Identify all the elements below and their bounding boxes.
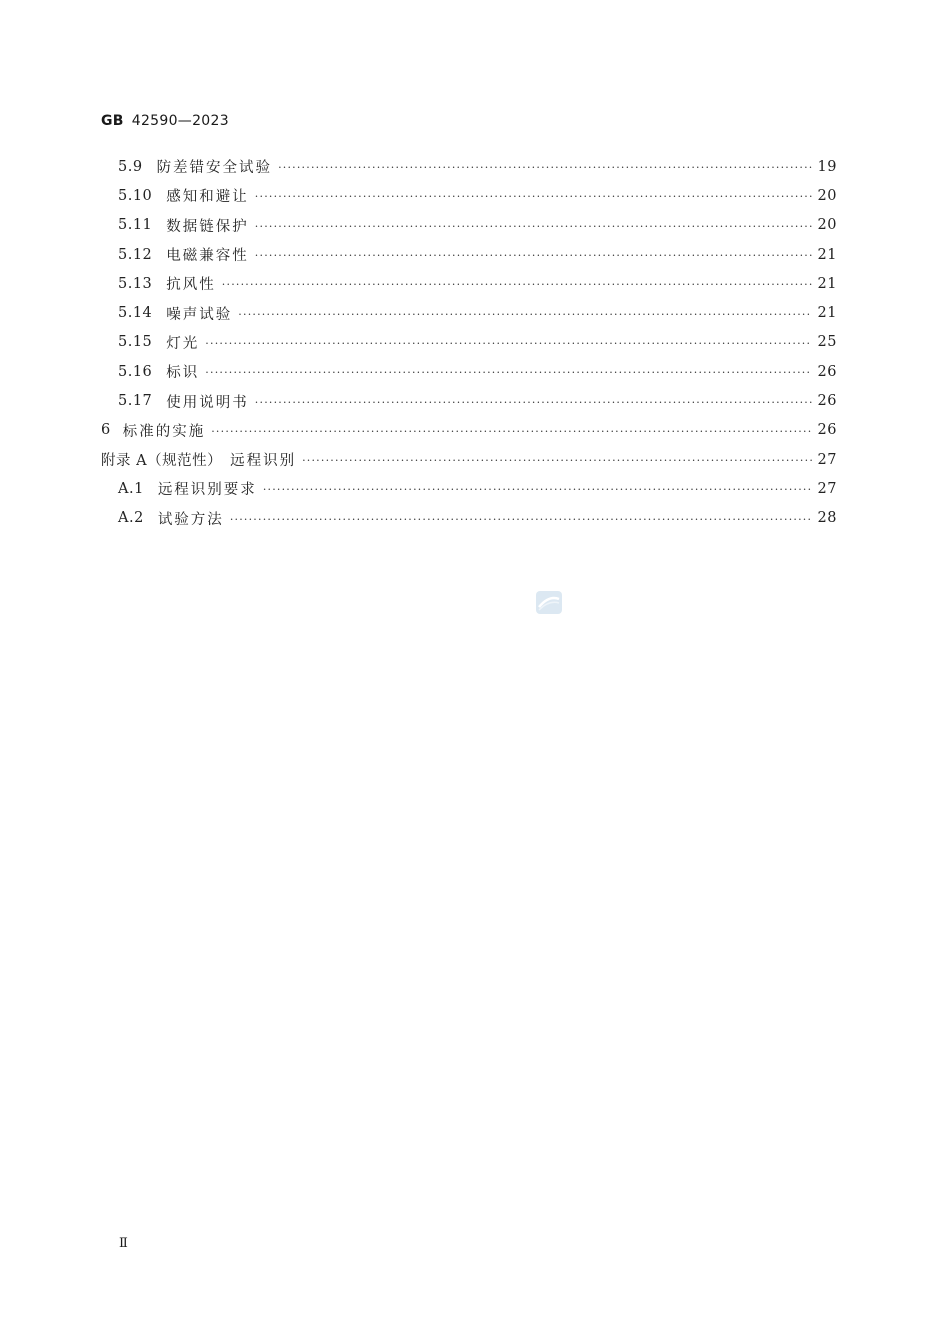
toc-entry-page: 27: [817, 480, 837, 497]
toc-entry[interactable]: [101, 298, 837, 327]
toc-appendix-label: 附录 A（规范性）: [101, 453, 223, 470]
toc-entry-number: 5.16: [118, 363, 153, 380]
toc-entry-page: 21: [817, 305, 837, 322]
toc-entry-page: 26: [817, 363, 837, 380]
toc-entry-page: 27: [817, 451, 837, 468]
toc-leader-dots: [255, 248, 812, 261]
toc-entry-page: 26: [817, 393, 837, 410]
toc-entry-title: 数据链保护: [166, 218, 249, 235]
toc-entry[interactable]: [101, 152, 837, 181]
standard-number: 42590—2023: [131, 113, 229, 129]
toc-entry[interactable]: [101, 474, 837, 503]
toc-entry[interactable]: [101, 181, 837, 210]
toc-entry-number: A.1: [118, 480, 144, 497]
toc-entry-title: 感知和避让: [166, 189, 249, 206]
toc-entry-number: 5.17: [118, 393, 153, 410]
toc-entry-title: 灯光: [166, 335, 200, 352]
toc-entry[interactable]: [101, 211, 837, 240]
toc-leader-dots: [238, 307, 811, 320]
toc-entry-title: 噪声试验: [166, 306, 233, 323]
toc-entry-number: A.2: [118, 510, 144, 527]
toc-leader-dots: [278, 160, 811, 173]
toc-appendix-entry[interactable]: [101, 445, 837, 474]
toc-entry[interactable]: [101, 328, 837, 357]
page-number: Ⅱ: [119, 1236, 128, 1251]
toc-leader-dots: [230, 512, 812, 525]
toc-entry-title: 远程识别要求: [157, 482, 257, 499]
toc-leader-dots: [205, 336, 811, 349]
toc-entry[interactable]: [101, 416, 837, 445]
toc-leader-dots: [255, 189, 812, 202]
toc-entry[interactable]: [101, 504, 837, 533]
toc-entry-title: 抗风性: [166, 277, 216, 294]
toc-leader-dots: [222, 277, 812, 290]
toc-entry-number: 5.9: [118, 158, 143, 175]
toc-leader-dots: [302, 453, 811, 466]
toc-entry-page: 28: [817, 510, 837, 527]
toc-entry[interactable]: [101, 240, 837, 269]
toc-entry-number: 5.15: [118, 334, 153, 351]
toc-entry[interactable]: [101, 269, 837, 298]
toc-entry-title: 电磁兼容性: [166, 248, 249, 265]
toc-entry-page: 21: [817, 275, 837, 292]
toc-entry-page: 20: [817, 187, 837, 204]
toc-entry[interactable]: [101, 357, 837, 386]
toc-leader-dots: [255, 395, 812, 408]
toc-entry-title: 试验方法: [157, 511, 224, 528]
table-of-contents: [101, 152, 837, 533]
toc-entry-page: 20: [817, 217, 837, 234]
toc-entry-title: 防差错安全试验: [156, 160, 273, 177]
toc-entry[interactable]: [101, 386, 837, 415]
toc-entry-page: 26: [817, 422, 837, 439]
toc-leader-dots: [255, 219, 812, 232]
toc-entry-number: 5.14: [118, 305, 153, 322]
toc-entry-page: 25: [817, 334, 837, 351]
toc-leader-dots: [263, 482, 812, 495]
toc-leader-dots: [211, 424, 811, 437]
toc-entry-number: 5.12: [118, 246, 153, 263]
sac-logo-icon: [536, 591, 562, 614]
standard-prefix: GB: [101, 113, 124, 129]
toc-entry-page: 21: [817, 246, 837, 263]
toc-entry-page: 19: [817, 158, 837, 175]
toc-entry-title: 标识: [166, 365, 200, 382]
toc-entry-number: 5.11: [118, 217, 153, 234]
toc-entry-title: 标准的实施: [122, 423, 206, 440]
toc-entry-title: 使用说明书: [166, 394, 249, 411]
toc-entry-title: 远程识别: [230, 453, 297, 470]
toc-entry-number: 5.10: [118, 187, 153, 204]
toc-entry-number: 6: [101, 422, 111, 439]
toc-leader-dots: [205, 365, 811, 378]
document-header: [101, 113, 229, 129]
toc-entry-number: 5.13: [118, 275, 153, 292]
